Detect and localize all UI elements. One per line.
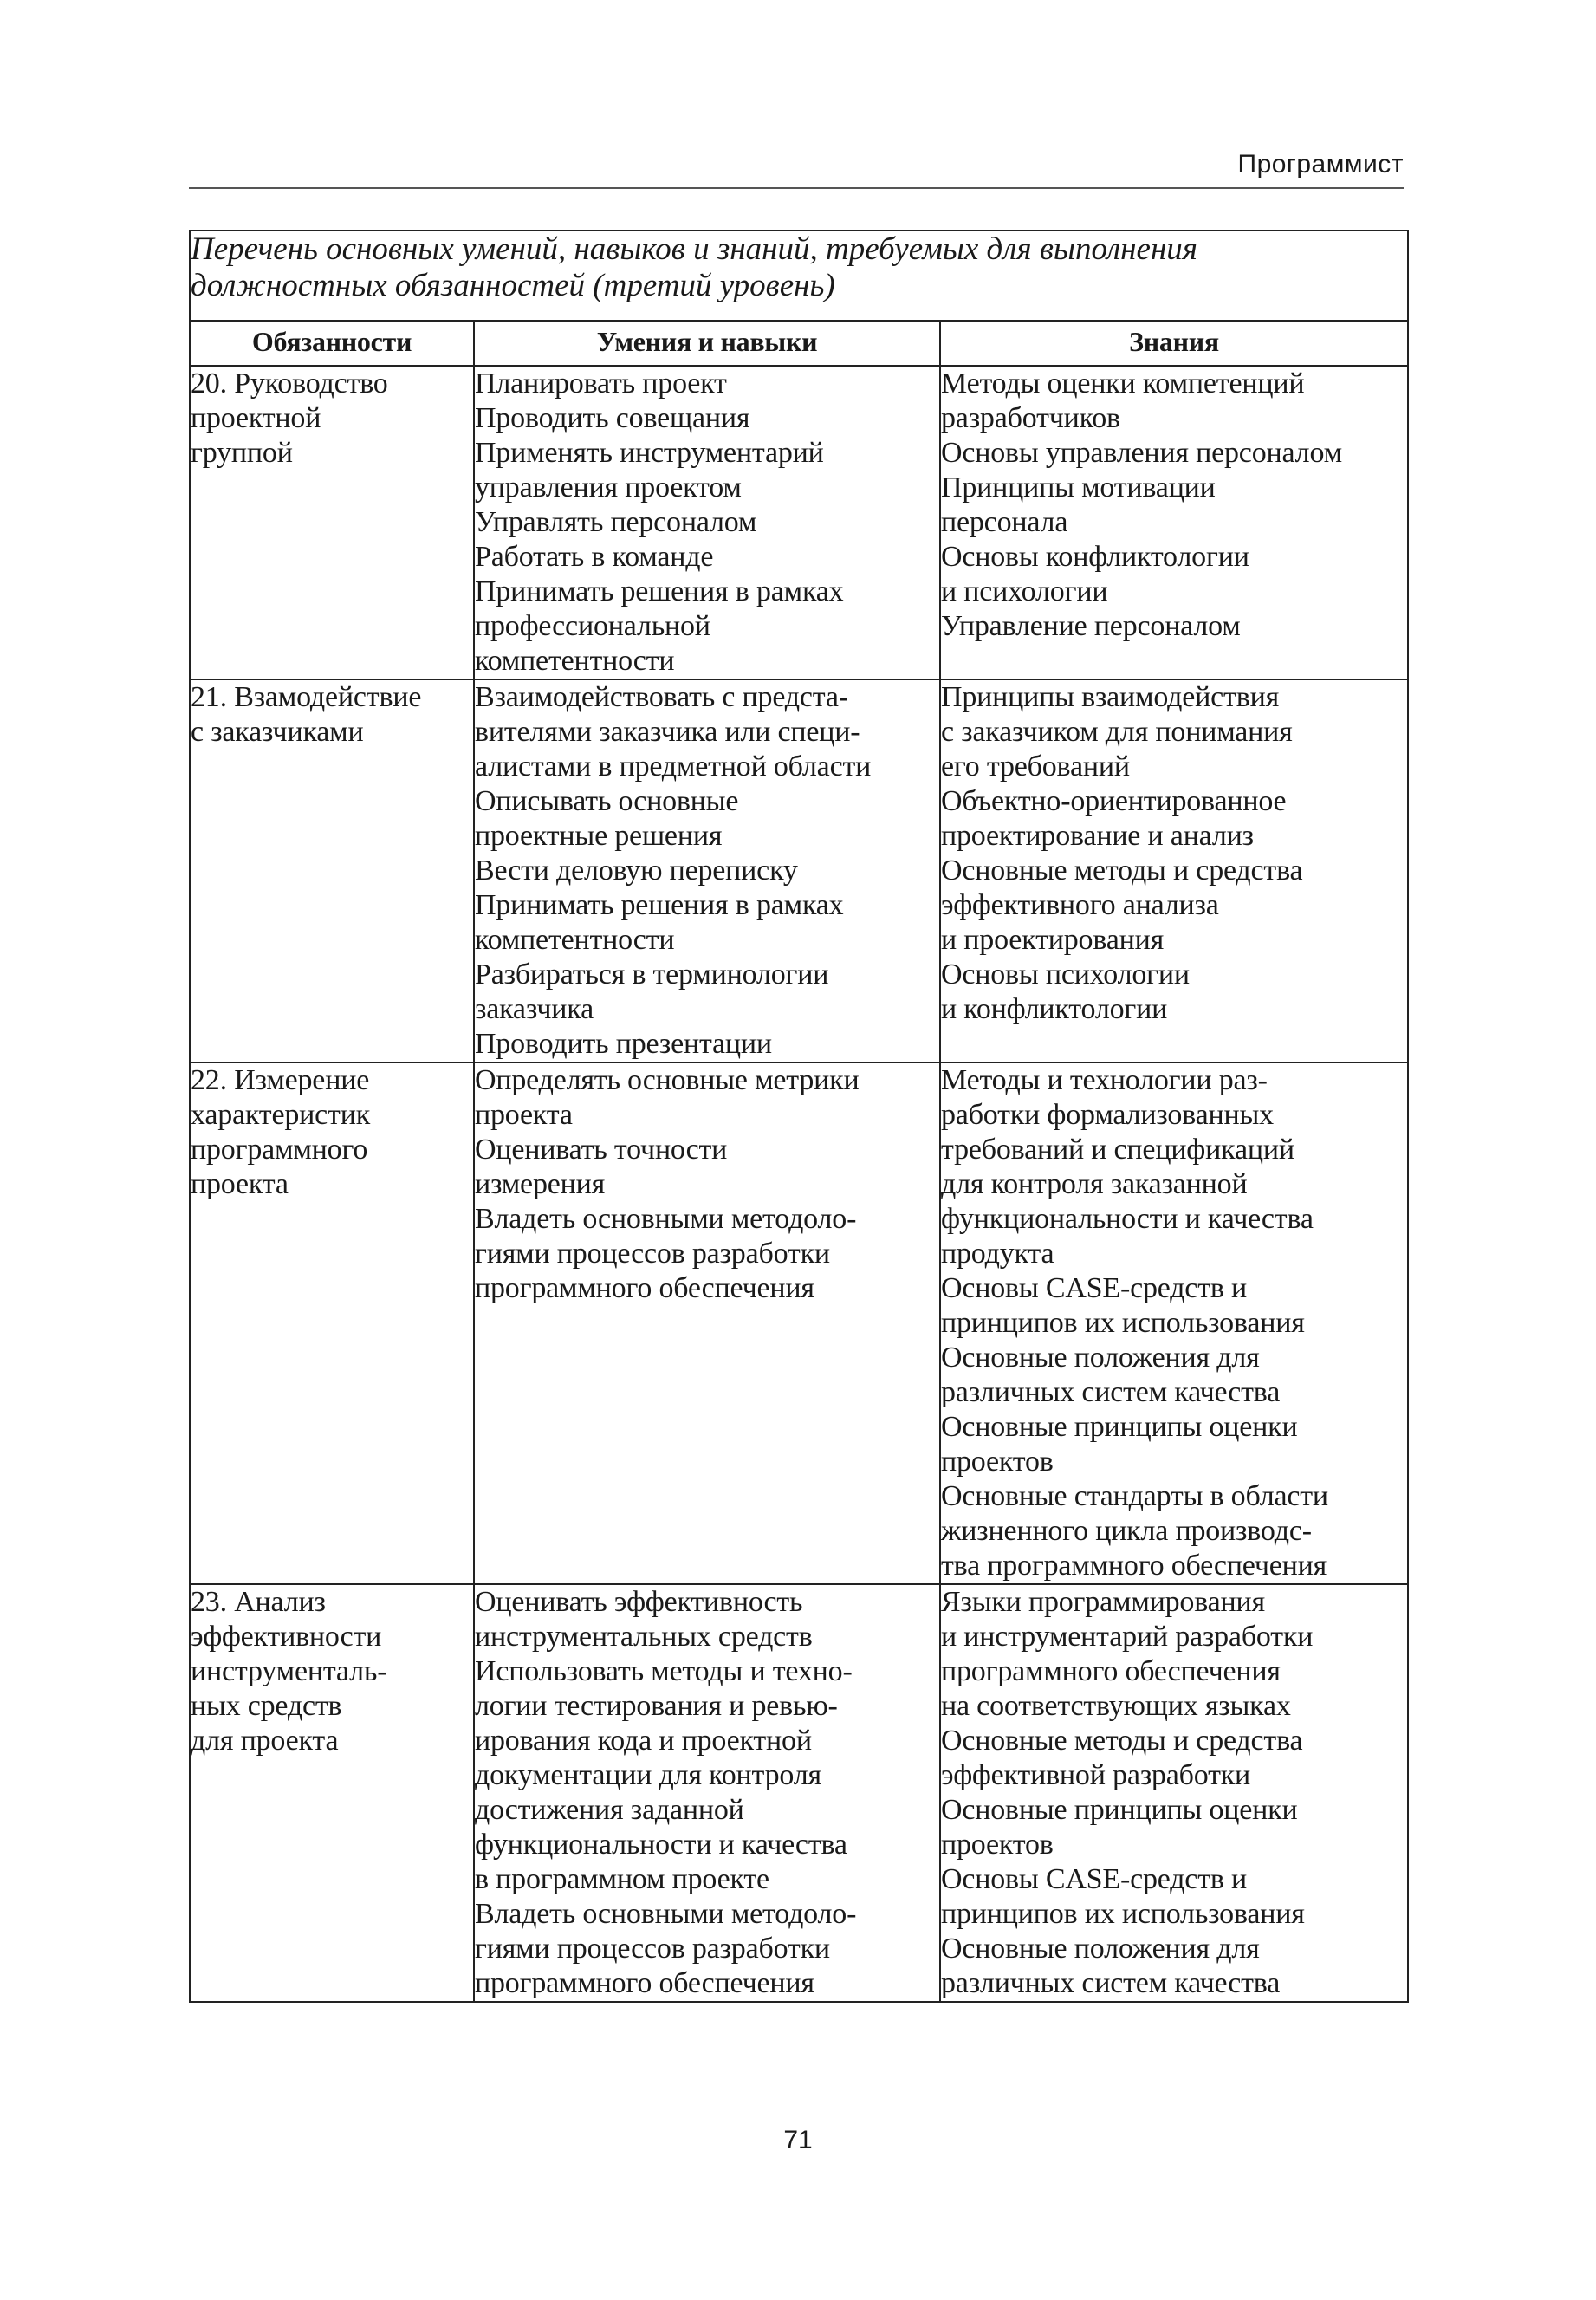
cell-line: и инструментарий разработки	[941, 1621, 1314, 1653]
cell-line: и конфликтологии	[941, 993, 1168, 1025]
cell-line: инструменталь-	[191, 1655, 387, 1687]
cell-line: программного обеспечения	[941, 1655, 1281, 1687]
cell-line: компетентности	[475, 645, 675, 677]
cell-line: 22. Измерение	[191, 1064, 370, 1096]
cell-line: характеристик	[191, 1099, 371, 1131]
cell-line: для контроля заказанной	[941, 1168, 1248, 1200]
knowledge-cell	[940, 679, 1408, 1062]
table-row	[190, 1584, 1408, 2002]
duty-cell	[190, 1584, 474, 2002]
duty-cell	[190, 1062, 474, 1584]
cell-line: Управление персоналом	[941, 610, 1241, 642]
knowledge-cell	[940, 366, 1408, 679]
cell-line: 23. Анализ	[191, 1586, 326, 1618]
cell-line: Основные принципы оценки	[941, 1411, 1298, 1443]
cell-line: Языки программирования	[941, 1586, 1265, 1618]
caption-line: Перечень основных умений, навыков и знаний, требуемых для выполнения	[191, 231, 1197, 267]
cell-line: Основы CASE-средств и	[941, 1863, 1247, 1895]
cell-line: персонала	[941, 506, 1068, 538]
cell-line: программного обеспечения	[475, 1272, 814, 1304]
cell-line: Основы конфликтологии	[941, 541, 1249, 573]
cell-line: Планировать проект	[475, 367, 727, 400]
cell-line: заказчика	[475, 993, 594, 1025]
cell-line: в программном проекте	[475, 1863, 769, 1895]
cell-line: Применять инструментарий	[475, 437, 824, 469]
cell-line: проектные решения	[475, 820, 723, 852]
cell-line: для проекта	[191, 1725, 339, 1757]
cell-line: 20. Руководство	[191, 367, 388, 400]
cell-line: программного обеспечения	[475, 1967, 814, 1999]
cell-line: проектов	[941, 1446, 1054, 1478]
cell-line: с заказчиком для понимания	[941, 716, 1293, 748]
running-head: Программист	[1237, 150, 1404, 179]
cell-line: эффективного анализа	[941, 889, 1219, 921]
cell-line: тва программного обеспечения	[941, 1550, 1327, 1582]
cell-line: требований и спецификаций	[941, 1134, 1294, 1166]
skills-cell	[474, 366, 940, 679]
header-rule	[189, 187, 1404, 189]
table-header-row	[190, 321, 1408, 366]
cell-line: Использовать методы и техно-	[475, 1655, 853, 1687]
cell-line: проектирование и анализ	[941, 820, 1254, 852]
cell-line: измерения	[475, 1168, 606, 1200]
cell-line: функциональности и качества	[941, 1203, 1314, 1235]
cell-line: Основные методы и средства	[941, 1725, 1303, 1757]
cell-line: Принимать решения в рамках	[475, 889, 844, 921]
cell-line: различных систем качества	[941, 1376, 1281, 1408]
cell-line: различных систем качества	[941, 1967, 1281, 1999]
cell-line: Методы оценки компетенций	[941, 367, 1305, 400]
cell-line: логии тестирования и ревью-	[475, 1690, 838, 1722]
competency-table	[189, 230, 1409, 2003]
cell-line: компетентности	[475, 924, 675, 956]
cell-line: Принципы взаимодействия	[941, 681, 1280, 713]
cell-line: Определять основные метрики	[475, 1064, 860, 1096]
table-row	[190, 366, 1408, 679]
cell-line: Управлять персоналом	[475, 506, 757, 538]
duty-cell	[190, 679, 474, 1062]
page-number: 71	[783, 2126, 813, 2154]
duty-cell	[190, 366, 474, 679]
cell-line: Объектно-ориентированное	[941, 785, 1287, 817]
cell-line: работки формализованных	[941, 1099, 1274, 1131]
cell-line: Разбираться в терминологии	[475, 958, 829, 991]
cell-line: разработчиков	[941, 402, 1120, 434]
cell-line: алистами в предметной области	[475, 750, 872, 783]
cell-line: документации для контроля	[475, 1759, 821, 1791]
cell-line: Основы психологии	[941, 958, 1190, 991]
cell-line: Принимать решения в рамках	[475, 575, 844, 607]
cell-line: Основные положения для	[941, 1342, 1260, 1374]
cell-line: жизненного цикла производс-	[941, 1515, 1312, 1547]
cell-line: группой	[191, 437, 293, 469]
cell-line: принципов их использования	[941, 1307, 1305, 1339]
cell-line: его требований	[941, 750, 1130, 783]
skills-cell	[474, 1584, 940, 2002]
cell-line: проектов	[941, 1829, 1054, 1861]
cell-line: на соответствующих языках	[941, 1690, 1291, 1722]
cell-line: Основные стандарты в области	[941, 1480, 1328, 1512]
cell-line: Оценивать точности	[475, 1134, 728, 1166]
cell-line: 21. Взамодействие	[191, 681, 422, 713]
cell-line: Взаимодействовать с предста-	[475, 681, 848, 713]
cell-line: Методы и технологии раз-	[941, 1064, 1268, 1096]
cell-line: проекта	[475, 1099, 573, 1131]
cell-line: эффективной разработки	[941, 1759, 1251, 1791]
cell-line: Основные методы и средства	[941, 854, 1303, 887]
skills-cell	[474, 1062, 940, 1584]
cell-line: с заказчиками	[191, 716, 364, 748]
cell-line: Основные положения для	[941, 1933, 1260, 1965]
cell-line: Основные принципы оценки	[941, 1794, 1298, 1826]
skills-cell	[474, 679, 940, 1062]
table-caption	[190, 231, 1408, 321]
column-header-skills: Умения и навыки	[474, 321, 940, 366]
cell-line: Работать в команде	[475, 541, 714, 573]
cell-line: продукта	[941, 1238, 1054, 1270]
cell-line: эффективности	[191, 1621, 382, 1653]
table-row	[190, 1062, 1408, 1584]
cell-line: принципов их использования	[941, 1898, 1305, 1930]
cell-line: Владеть основными методоло-	[475, 1898, 857, 1930]
table-row	[190, 679, 1408, 1062]
cell-line: проектной	[191, 402, 321, 434]
cell-line: Проводить презентации	[475, 1028, 772, 1060]
table-caption-row	[190, 231, 1408, 321]
knowledge-cell	[940, 1062, 1408, 1584]
cell-line: Проводить совещания	[475, 402, 750, 434]
cell-line: профессиональной	[475, 610, 710, 642]
cell-line: гиями процессов разработки	[475, 1238, 830, 1270]
cell-line: Оценивать эффективность	[475, 1586, 803, 1618]
caption-line: должностных обязанностей (третий уровень)	[191, 268, 835, 303]
cell-line: вителями заказчика или специ-	[475, 716, 860, 748]
cell-line: Основы управления персоналом	[941, 437, 1342, 469]
cell-line: управления проектом	[475, 471, 742, 504]
cell-line: инструментальных средств	[475, 1621, 813, 1653]
cell-line: ирования кода и проектной	[475, 1725, 812, 1757]
knowledge-cell	[940, 1584, 1408, 2002]
cell-line: и психологии	[941, 575, 1108, 607]
cell-line: Владеть основными методоло-	[475, 1203, 857, 1235]
cell-line: Основы CASE-средств и	[941, 1272, 1247, 1304]
cell-line: программного	[191, 1134, 368, 1166]
column-header-knowledge: Знания	[940, 321, 1408, 366]
cell-line: Вести деловую переписку	[475, 854, 798, 887]
cell-line: ных средств	[191, 1690, 342, 1722]
column-header-duties: Обязанности	[190, 321, 474, 366]
cell-line: достижения заданной	[475, 1794, 744, 1826]
cell-line: Описывать основные	[475, 785, 739, 817]
cell-line: проекта	[191, 1168, 289, 1200]
cell-line: Принципы мотивации	[941, 471, 1216, 504]
cell-line: и проектирования	[941, 924, 1165, 956]
cell-line: гиями процессов разработки	[475, 1933, 830, 1965]
cell-line: функциональности и качества	[475, 1829, 847, 1861]
